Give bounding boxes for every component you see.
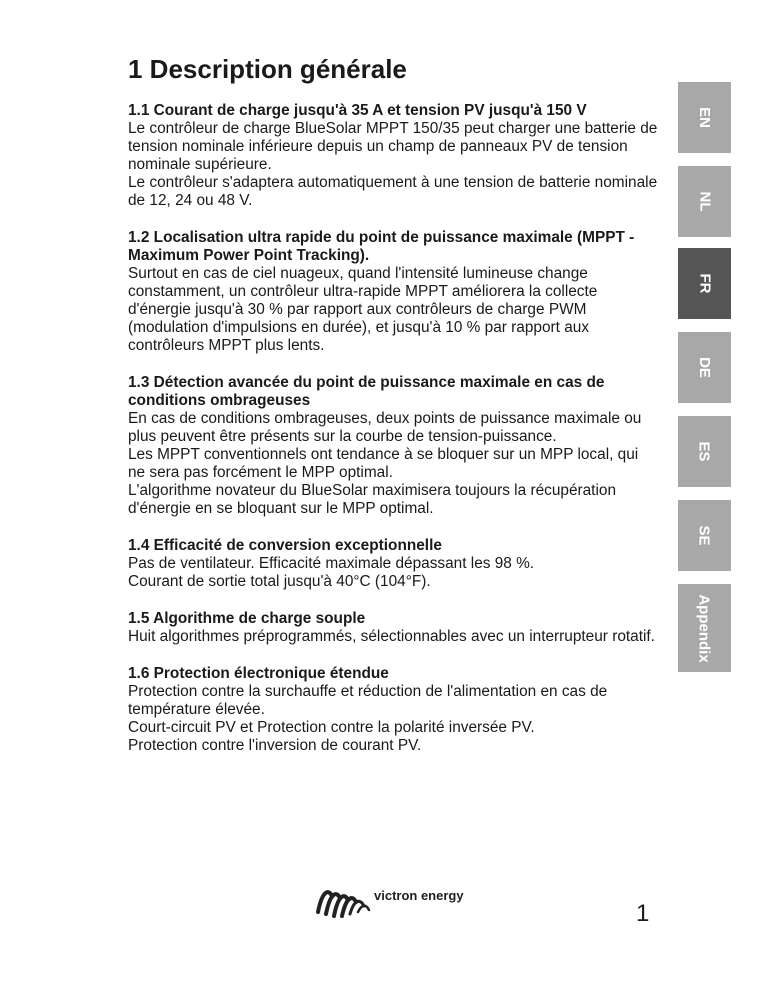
tab-label: ES xyxy=(695,441,713,462)
tab-label: DE xyxy=(696,357,713,378)
section-1-6 xyxy=(128,665,658,755)
section-heading: 1.6 Protection électronique étendue xyxy=(128,665,389,682)
page-number: 1 xyxy=(636,900,650,927)
tab-en[interactable] xyxy=(678,82,731,153)
section-body: Le contrôleur de charge BlueSolar MPPT 150/35 peut charger une batterie de tension nominale inférieure depuis un champ de panneaux PV de tension nominale supérieure. Le contrôleur s'adaptera automatiquement à une tension de batterie nominale de 12, 24 ou 48 V. xyxy=(128,120,658,209)
section-body: Surtout en cas de ciel nuageux, quand l'intensité lumineuse change constamment, un contrôleur ultra-rapide MPPT améliorera la collecte d'énergie jusqu'à 30 % par rapport aux contrôleurs de charge PWM (modulation d'impulsions en durée), et jusqu'à 10 % par rapport aux contrôleurs MPPT plus lents. xyxy=(128,265,598,354)
tab-label: Appendix xyxy=(696,593,713,663)
section-1-3 xyxy=(128,374,658,518)
section-1-5 xyxy=(128,610,658,646)
section-body: Huit algorithmes préprogrammés, sélectionnables avec un interrupteur rotatif. xyxy=(128,628,655,645)
tab-de[interactable] xyxy=(678,332,731,403)
document-body xyxy=(128,102,658,774)
tab-appendix[interactable] xyxy=(678,584,731,672)
brand-name: victron energy xyxy=(374,888,464,903)
tab-fr[interactable] xyxy=(678,248,731,319)
victron-logo xyxy=(314,882,484,920)
section-heading: 1.4 Efficacité de conversion exceptionnelle xyxy=(128,537,442,554)
section-1-2 xyxy=(128,229,658,355)
section-body: Pas de ventilateur. Efficacité maximale dépassant les 98 %. Courant de sortie total jusqu'à 40°C (104°F). xyxy=(128,555,535,590)
section-body: En cas de conditions ombrageuses, deux points de puissance maximale ou plus peuvent être présents sur la courbe de tension-puissance. Les MPPT conventionnels ont tendance à se bloquer sur un MPP local, qui ne sera pas forcément le MPP optimal. L'algorithme novateur du BlueSolar maximisera toujours la récupération d'énergie en se bloquant sur le MPP optimal. xyxy=(128,410,642,517)
tab-label: EN xyxy=(696,107,713,128)
page-title: 1 Description générale xyxy=(128,54,407,84)
section-heading: 1.2 Localisation ultra rapide du point de puissance maximale (MPPT - Maximum Power Point Tracking). xyxy=(128,229,635,264)
tab-es[interactable] xyxy=(678,416,731,487)
tab-se[interactable] xyxy=(678,500,731,571)
tab-label: NL xyxy=(696,191,713,212)
tab-label: FR xyxy=(696,273,713,294)
victron-wave-icon xyxy=(314,882,372,920)
section-1-4 xyxy=(128,537,658,591)
tab-label: SE xyxy=(695,525,713,546)
section-1-1 xyxy=(128,102,658,210)
section-heading: 1.1 Courant de charge jusqu'à 35 A et tension PV jusqu'à 150 V xyxy=(128,102,587,119)
section-body: Protection contre la surchauffe et réduction de l'alimentation en cas de température élevée. Court-circuit PV et Protection contre la polarité inversée PV. Protection contre l'inversion de courant PV. xyxy=(128,683,608,754)
section-heading: 1.3 Détection avancée du point de puissance maximale en cas de conditions ombrageuses xyxy=(128,374,605,409)
tab-nl[interactable] xyxy=(678,166,731,237)
section-heading: 1.5 Algorithme de charge souple xyxy=(128,610,366,627)
